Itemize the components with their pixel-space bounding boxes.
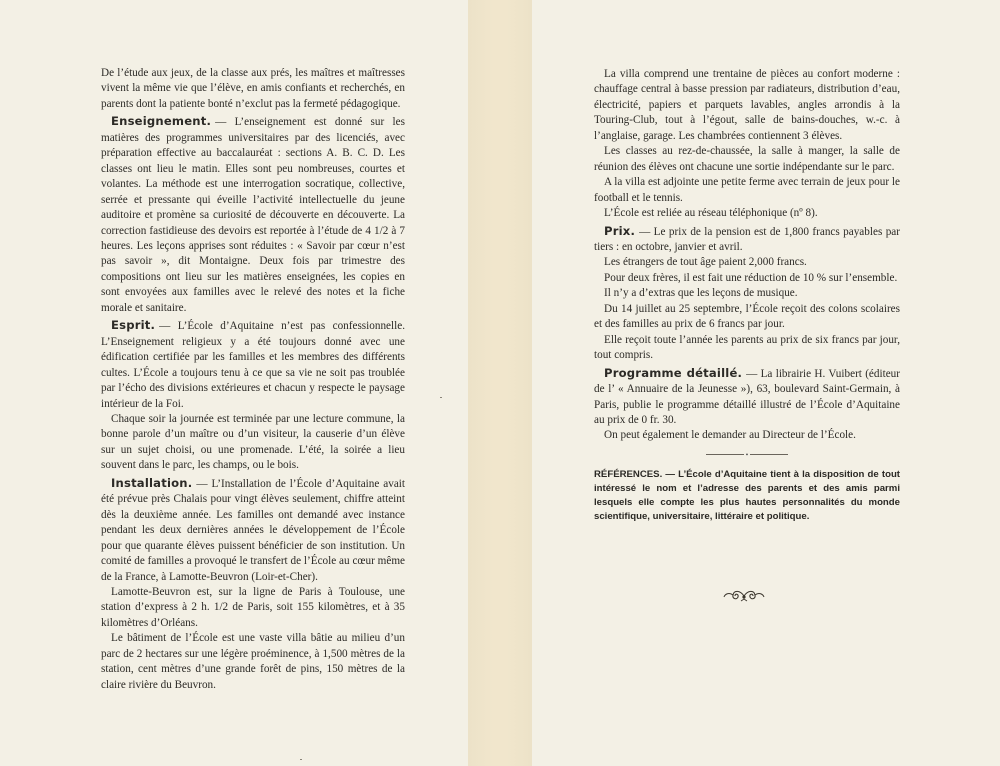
- paragraph: Pour deux frères, il est fait une réduction de 10 % sur l’ensemble.: [604, 271, 898, 284]
- print-mark: [300, 759, 302, 760]
- book-gutter: [468, 0, 532, 766]
- paragraph: Les étrangers de tout âge paient 2,000 francs.: [604, 256, 807, 269]
- section-esprit: [101, 318, 405, 412]
- paragraph: Chaque soir la journée est terminée par une lecture commune, la bonne parole d’un maître ou d’un visiteur, la causerie d’un élève sur un sujet choisi, ou une promenade. L’été, la soirée a lieu souvent dans le parc, les champs, ou le bois.: [101, 412, 405, 472]
- paragraph: On peut également le demander au Directeur de l’École.: [604, 429, 856, 442]
- section-heading: Installation.: [111, 475, 193, 490]
- ornament-icon: [722, 588, 766, 604]
- paragraph: Il n’y a d’extras que les leçons de musique.: [604, 287, 798, 300]
- paragraph: L’École est reliée au réseau téléphonique (nº 8).: [604, 207, 818, 220]
- section-text: — L’École d’Aquitaine n’est pas confessionnelle. L’Enseignement religieux y a été toujours donné avec une édification certifiée par les familles et les membres des différents cultes. L’École a toujours tenu à ce que sa vie ne soit pas troublée par l’écho des divisions extérieures et chacun y respecte le paysage intérieur de la Foi.: [101, 320, 405, 410]
- section-text: — L’Installation de l’École d’Aquitaine avait été prévue près Chalais pour vingt élèves seulement, chiffre atteint dès la deuxième année. Les familles ont demandé avec instance pendant les deux dernières années le développement de l’École pour que quarante élèves puissent bénéficier de son institution. Un comité de familles a provoqué le transfert de l’École au cœur même de la France, à Lamotte-Beuvron (Loir-et-Cher).: [101, 477, 405, 583]
- right-text-column: [594, 67, 900, 524]
- section-text: — La librairie H. Vuibert (éditeur de l’ « Annuaire de la Jeunesse »), 63, boulevard Saint-Germain, à Paris, publie le programme détaillé illustré de l’École d’Aquitaine au prix de 0 fr. 30.: [594, 367, 900, 426]
- section-enseignement: [101, 114, 405, 316]
- section-programme: [594, 366, 900, 429]
- section-text: — Le prix de la pension est de 1,800 francs payables par tiers : en octobre, janvier et avril.: [594, 225, 900, 253]
- paragraph: Le bâtiment de l’École est une vaste villa bâtie au milieu d’un parc de 2 hectares sur une légère proéminence, à 1,500 mètres de la station, cent mètres d’une grande forêt de pins, 150 mètres de la claire rivière du Beuvron.: [101, 632, 405, 691]
- paragraph: Du 14 juillet au 25 septembre, l’École reçoit des colons scolaires et des familles au prix de 6 francs par jour.: [594, 302, 900, 331]
- left-text-column: [101, 66, 405, 693]
- section-text: — L’enseignement est donné sur les matières des programmes universitaires par des licenciés, avec préparation effective au baccalauréat : sections A. B. C. D. Les classes ont lieu le matin. Elles sont peu nombreuses, courtes et volantes. La méthode est une interrogation socratique, collective, serrée et pressante qui éveille l’activité intellectuelle du jeune auditoire et promène sa curiosité de découverte en découverte. La correction fastidieuse des devoirs est reportée à l’étude de 4 1/2 à 7 heures. Les leçons apprises sont réduites : « Savoir par cœur n’est pas savoir », dit Montaigne. Deux fois par trimestre des compositions ont lieu sur les matières enseignées, les copies en sont envoyées aux familles avec le relevé des notes et la fiche morale et sanitaire.: [101, 116, 405, 314]
- section-divider: •: [594, 450, 900, 460]
- section-installation: [101, 476, 405, 585]
- section-heading: Esprit.: [111, 318, 156, 333]
- paragraph: Elle reçoit toute l’année les parents au prix de six francs par jour, tout compris.: [594, 333, 900, 362]
- paragraph: Lamotte-Beuvron est, sur la ligne de Paris à Toulouse, une station d’express à 2 h. 1/2 de Paris, soit 155 kilomètres, et à 35 kilomètres d’Orléans.: [101, 585, 405, 629]
- paragraph: A la villa est adjointe une petite ferme avec terrain de jeux pour le football et le tennis.: [594, 176, 900, 204]
- paragraph: Les classes au rez-de-chaussée, la salle à manger, la salle de réunion des élèves ont chacune une sortie indépendante sur le parc.: [594, 145, 900, 173]
- paragraph: De l’étude aux jeux, de la classe aux prés, les maîtres et maîtresses vivent la même vie que l’élève, en amis confiants et recherchés, en parents dont la patiente bonté n’exclut pas la fermeté pédagogique.: [101, 67, 405, 110]
- references-paragraph: RÉFÉRENCES. — L’École d’Aquitaine tient à la disposition de tout intéressé le nom et l’adresse des parents et des amis parmi lesquels elle compte les plus hautes personnalités du monde scientifique, universitaire, littéraire et politique.: [594, 468, 900, 522]
- section-heading: Prix.: [604, 223, 636, 238]
- print-mark: [440, 397, 442, 398]
- section-prix: [594, 224, 900, 256]
- paragraph: La villa comprend une trentaine de pièces au confort moderne : chauffage central à basse pression par radiateurs, distribution d’eau, électricité, papiers et parquets lavables, angles arrondis à la Touring-Club, tout à l’égout, salle de bains-douches, w.-c. à l’anglaise, garage. Les chambrées contiennent 3 élèves.: [594, 68, 900, 142]
- section-heading: Enseignement.: [111, 114, 212, 129]
- section-heading: Programme détaillé.: [604, 365, 743, 380]
